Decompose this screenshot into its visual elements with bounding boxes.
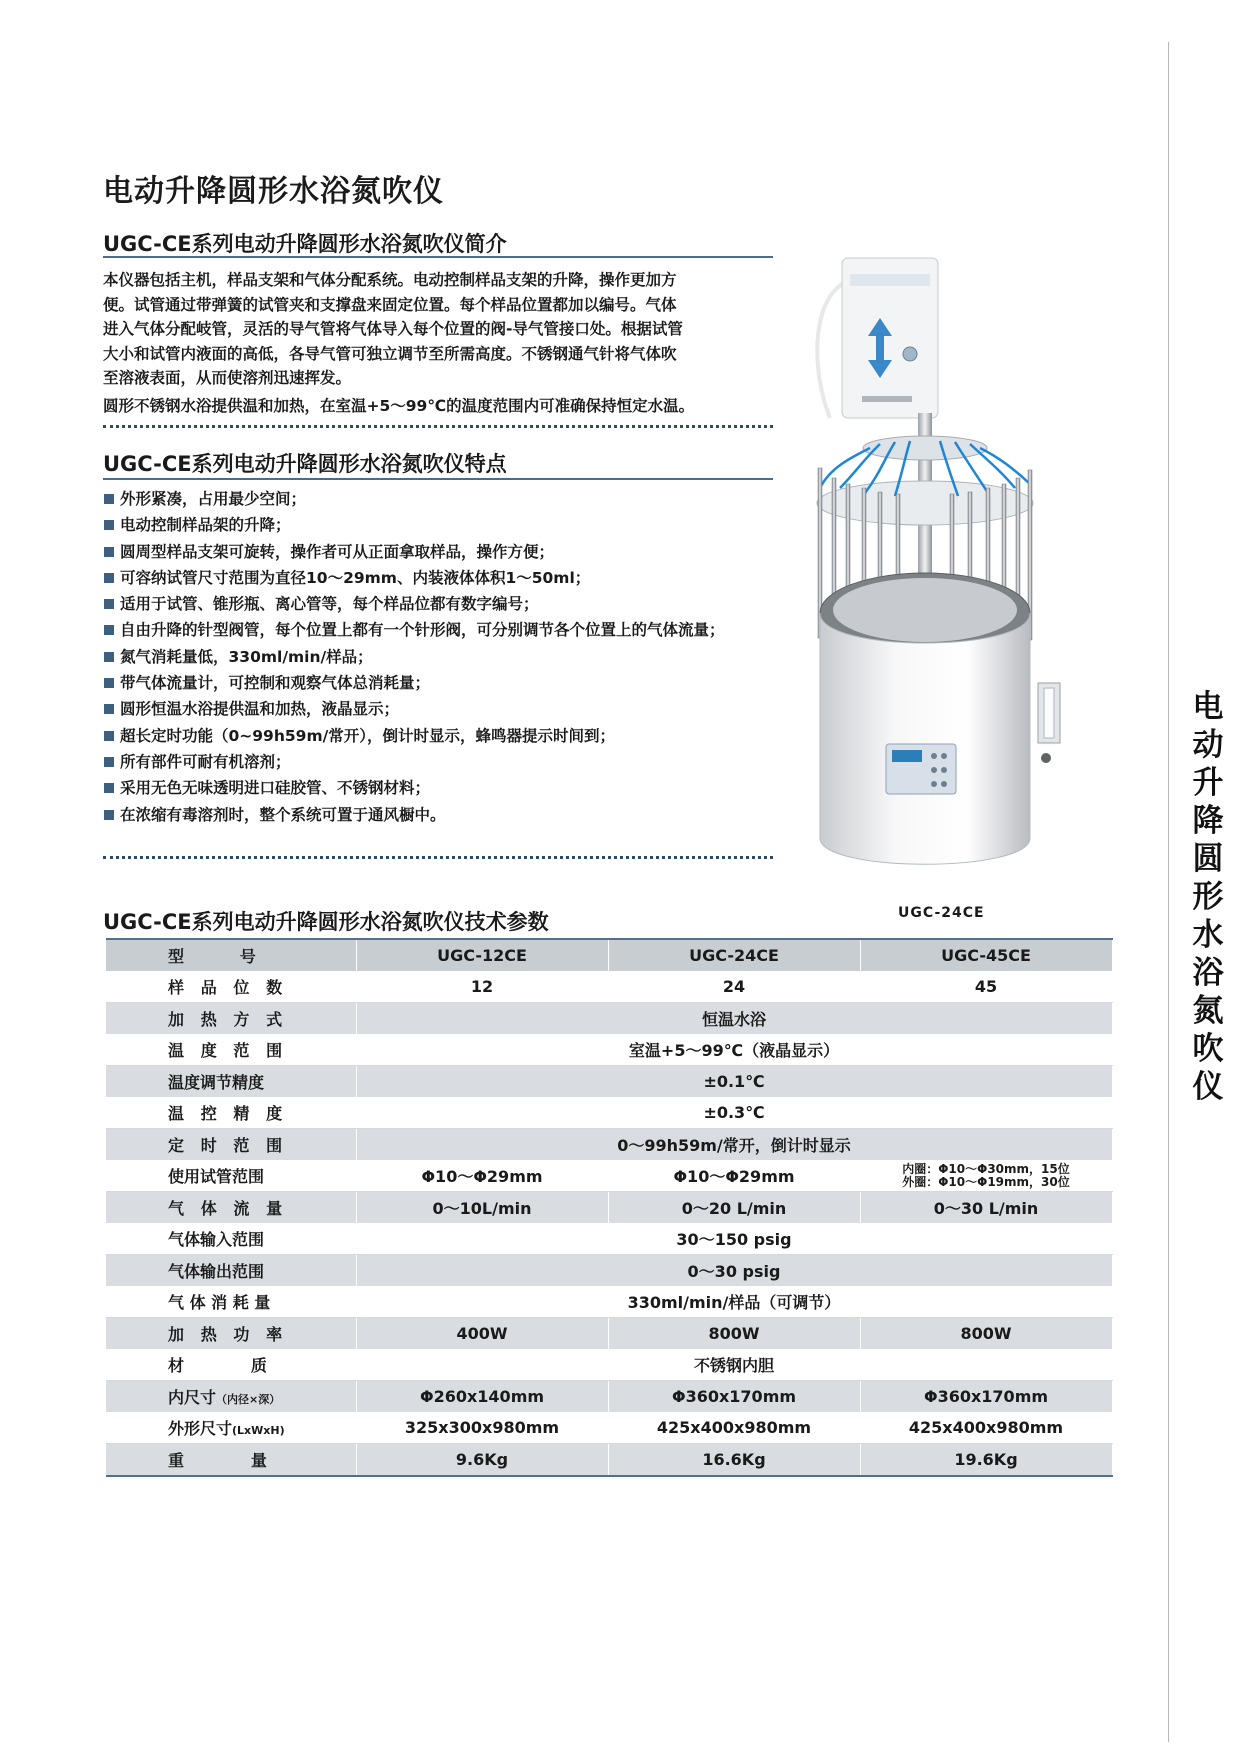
intro-line: 进入气体分配岐管，灵活的导气管将气体导入每个位置的阀-导气管接口处。根据试管 (103, 320, 683, 338)
features-rule (103, 478, 773, 480)
feature-item: 外形紧凑，占用最少空间； (103, 486, 775, 512)
table-cell: 0～30 psig (356, 1255, 1112, 1287)
table-cell: 425x400x980mm (608, 1412, 860, 1444)
nitrogen-evaporator-illustration (810, 248, 1090, 896)
photo-caption: UGC-24CE (898, 905, 985, 921)
table-cell: Φ10～Φ29mm (356, 1160, 608, 1192)
table-row (106, 1223, 1112, 1255)
intro-dotted-rule (103, 425, 773, 428)
table-cell: 425x400x980mm (860, 1412, 1112, 1444)
table-row (106, 1129, 1112, 1161)
table-cell: Φ360x170mm (860, 1381, 1112, 1413)
table-row (106, 1097, 1112, 1129)
row-label-main: 内尺寸 (168, 1387, 217, 1407)
row-label: 材 质 (106, 1349, 356, 1381)
table-row (106, 1286, 1112, 1318)
table-row (106, 1066, 1112, 1098)
row-label: 定 时 范 围 (106, 1129, 356, 1161)
feature-item: 所有部件可耐有机溶剂； (103, 749, 775, 775)
table-cell: 16.6Kg (608, 1444, 860, 1476)
row-label (106, 1412, 356, 1444)
feature-item: 可容纳试管尺寸范围为直径10～29mm、内装液体体积1～50ml； (103, 565, 775, 591)
feature-item: 适用于试管、锥形瓶、离心管等，每个样品位都有数字编号； (103, 591, 775, 617)
row-label: 加 热 方 式 (106, 1003, 356, 1035)
table-header-cell: 型 号 (106, 939, 356, 971)
table-cell: 恒温水浴 (356, 1003, 1112, 1035)
intro-line: 大小和试管内液面的高低，各导气管可独立调节至所需高度。不锈钢通气针将气体吹 (103, 344, 677, 363)
table-row (106, 1412, 1112, 1444)
table-row (106, 1192, 1112, 1224)
table-header-row (106, 939, 1112, 971)
row-label-sub: (LxWxH) (232, 1424, 285, 1438)
intro-line: 圆形不锈钢水浴提供温和加热，在室温+5～99℃的温度范围内可准确保持恒定水温。 (103, 396, 695, 415)
feature-item: 电动控制样品架的升降； (103, 512, 775, 538)
feature-item: 超长定时功能（0~99h59m/常开），倒计时显示，蜂鸣器提示时间到； (103, 723, 775, 749)
table-cell: 0～30 L/min (860, 1192, 1112, 1224)
table-cell: Φ260x140mm (356, 1381, 608, 1413)
intro-paragraph (103, 268, 775, 418)
table-cell: 不锈钢内胆 (356, 1349, 1112, 1381)
feature-item: 氮气消耗量低，330ml/min/样品； (103, 644, 775, 670)
table-row (106, 1003, 1112, 1035)
table-row (106, 971, 1112, 1003)
inner-ring-spec: 内圈：Φ10～Φ30mm，15位 (902, 1161, 1070, 1176)
table-cell: 30～150 psig (356, 1223, 1112, 1255)
table-cell: 0～99h59m/常开，倒计时显示 (356, 1129, 1112, 1161)
table-cell (860, 1160, 1112, 1192)
table-row (106, 1349, 1112, 1381)
table-header-cell: UGC-12CE (356, 939, 608, 971)
feature-item: 带气体流量计，可控制和观察气体总消耗量； (103, 670, 775, 696)
feature-item: 自由升降的针型阀管，每个位置上都有一个针形阀，可分别调节各个位置上的气体流量； (103, 617, 775, 643)
row-label-main: 外形尺寸 (168, 1419, 233, 1439)
table-cell: 12 (356, 971, 608, 1003)
table-cell: 330ml/min/样品（可调节） (356, 1286, 1112, 1318)
feature-item: 圆周型样品支架可旋转，操作者可从正面拿取样品，操作方便； (103, 539, 775, 565)
table-cell: 800W (860, 1318, 1112, 1350)
features-dotted-rule (103, 856, 773, 859)
table-cell: 9.6Kg (356, 1444, 608, 1476)
intro-line: 便。试管通过带弹簧的试管夹和支撑盘来固定位置。每个样品位置都加以编号。气体 (103, 295, 677, 314)
side-title: 电动升降圆形水浴氮吹仪 (1192, 689, 1224, 1105)
row-label: 气体输出范围 (106, 1255, 356, 1287)
table-cell: 325x300x980mm (356, 1412, 608, 1444)
row-label: 气 体 消 耗 量 (106, 1286, 356, 1318)
table-cell: 室温+5～99℃（液晶显示） (356, 1034, 1112, 1066)
row-label: 样 品 位 数 (106, 971, 356, 1003)
specs-heading: UGC-CE系列电动升降圆形水浴氮吹仪技术参数 (103, 910, 549, 934)
product-photo (810, 248, 1090, 896)
row-label: 温 度 范 围 (106, 1034, 356, 1066)
table-row (106, 1381, 1112, 1413)
features-list (103, 486, 775, 828)
row-label: 气体输入范围 (106, 1223, 356, 1255)
feature-item: 在浓缩有毒溶剂时，整个系统可置于通风橱中。 (103, 802, 775, 828)
table-cell: 19.6Kg (860, 1444, 1112, 1476)
feature-item: 圆形恒温水浴提供温和加热，液晶显示； (103, 696, 775, 722)
table-cell: 24 (608, 971, 860, 1003)
intro-line: 本仪器包括主机，样品支架和气体分配系统。电动控制样品支架的升降，操作更加方 (103, 271, 677, 289)
table-row (106, 1034, 1112, 1066)
intro-line: 至溶液表面，从而使溶剂迅速挥发。 (103, 369, 352, 387)
page-divider-line (1168, 42, 1169, 1742)
table-header-cell: UGC-24CE (608, 939, 860, 971)
table-cell: 0～20 L/min (608, 1192, 860, 1224)
feature-item: 采用无色无味透明进口硅胶管、不锈钢材料； (103, 775, 775, 801)
table-cell: Φ10～Φ29mm (608, 1160, 860, 1192)
table-cell: 0～10L/min (356, 1192, 608, 1224)
row-label: 使用试管范围 (106, 1160, 356, 1192)
row-label (106, 1381, 356, 1413)
table-cell: 45 (860, 971, 1112, 1003)
table-cell: ±0.1℃ (356, 1066, 1112, 1098)
table-row (106, 1444, 1112, 1476)
table-cell: 400W (356, 1318, 608, 1350)
row-label: 加 热 功 率 (106, 1318, 356, 1350)
row-label: 温度调节精度 (106, 1066, 356, 1098)
intro-rule (103, 256, 773, 258)
table-row (106, 1160, 1112, 1192)
row-label: 温 控 精 度 (106, 1097, 356, 1129)
row-label: 气 体 流 量 (106, 1192, 356, 1224)
page-title: 电动升降圆形水浴氮吹仪 (103, 174, 444, 209)
spec-table (106, 938, 1113, 1477)
outer-ring-spec: 外圈：Φ10～Φ19mm，30位 (902, 1174, 1070, 1189)
table-row (106, 1255, 1112, 1287)
intro-heading: UGC-CE系列电动升降圆形水浴氮吹仪简介 (103, 232, 507, 256)
table-row (106, 1318, 1112, 1350)
table-cell: 800W (608, 1318, 860, 1350)
features-heading: UGC-CE系列电动升降圆形水浴氮吹仪特点 (103, 452, 507, 476)
row-label-sub: （内径×深） (216, 1392, 281, 1406)
table-cell: Φ360x170mm (608, 1381, 860, 1413)
table-header-cell: UGC-45CE (860, 939, 1112, 971)
table-cell: ±0.3℃ (356, 1097, 1112, 1129)
row-label: 重 量 (106, 1444, 356, 1476)
